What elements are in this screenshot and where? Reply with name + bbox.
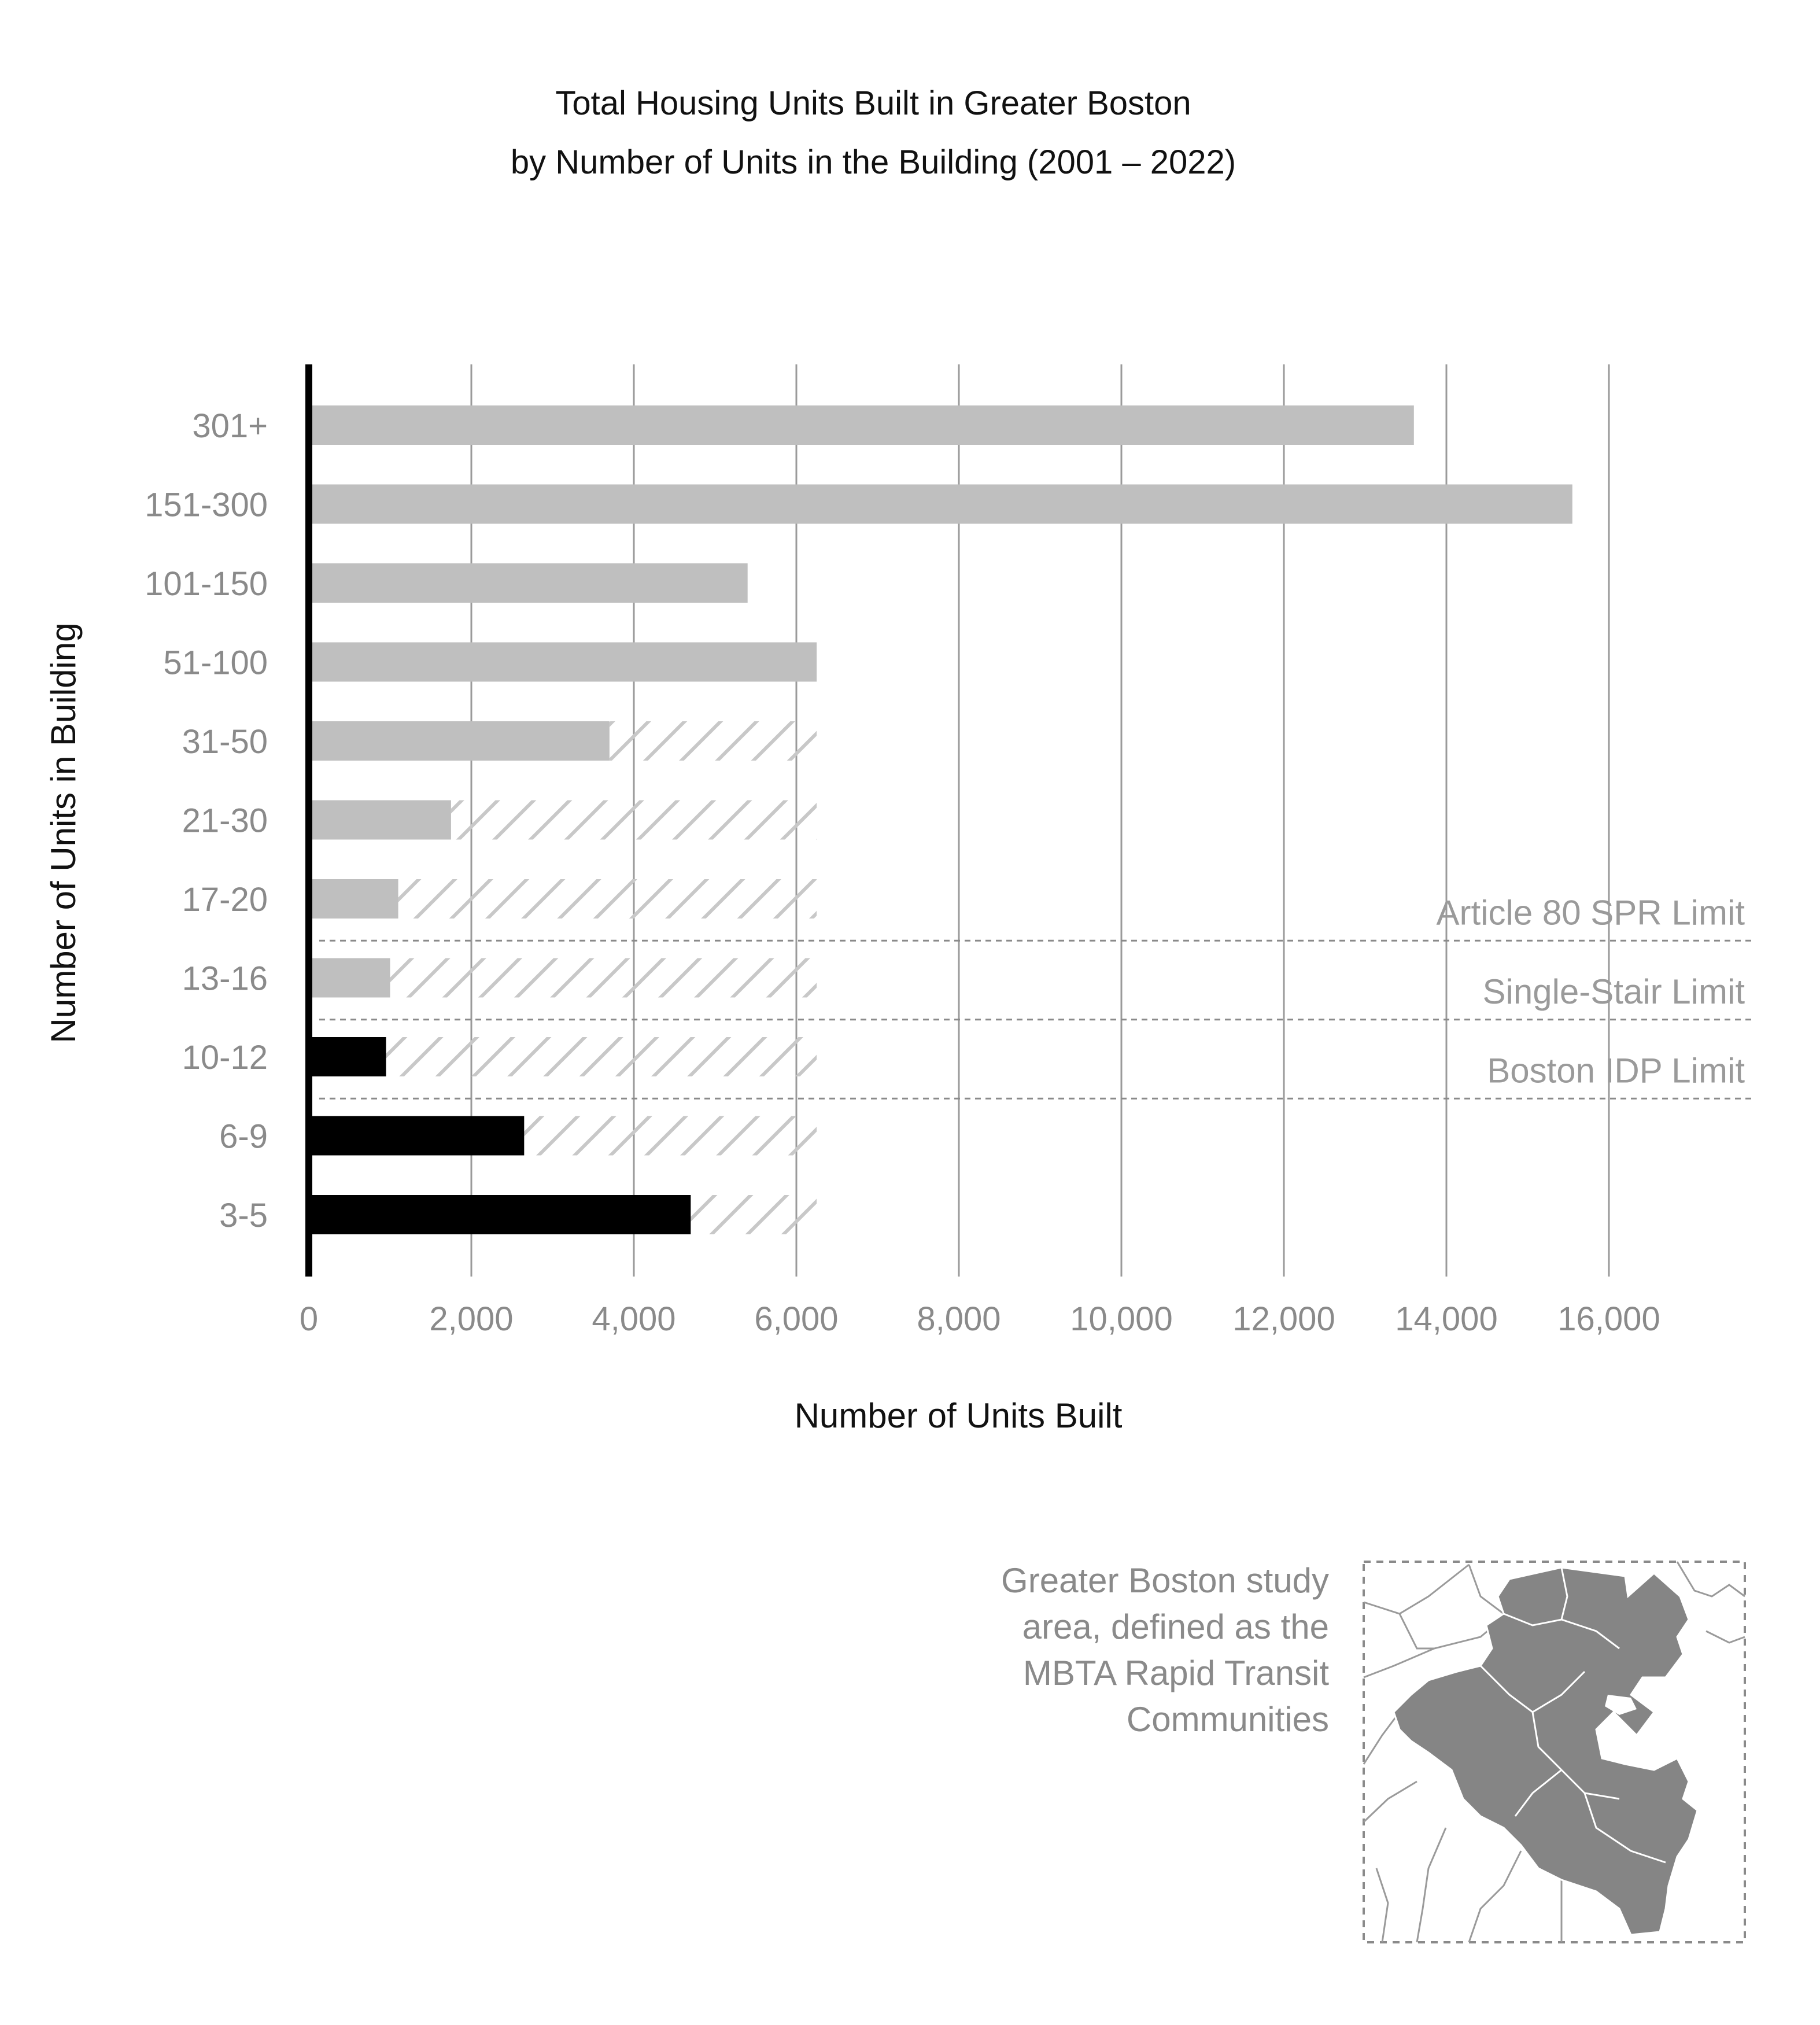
y-tick-label: 21-30 <box>182 802 268 840</box>
hatch-overlay <box>524 1116 817 1156</box>
bar <box>309 405 1414 445</box>
hatch-overlay <box>451 801 817 840</box>
y-tick-label: 151-300 <box>145 486 268 524</box>
y-tick-label: 101-150 <box>145 565 268 603</box>
x-axis-title: Number of Units Built <box>794 1396 1123 1435</box>
map-caption-line-4: Communities <box>1126 1700 1329 1739</box>
chart-title-line-2: by Number of Units in the Building (2001 – 2022) <box>510 143 1236 181</box>
bar <box>309 958 390 998</box>
bar <box>309 563 748 603</box>
bar <box>309 1116 524 1156</box>
x-tick-label: 12,000 <box>1232 1300 1335 1338</box>
limit-label: Article 80 SPR Limit <box>1436 893 1745 932</box>
map-caption-line-3: MBTA Rapid Transit <box>1022 1654 1329 1692</box>
y-axis-title: Number of Units in Building <box>44 622 83 1043</box>
x-tick-label: 4,000 <box>592 1300 676 1338</box>
x-tick-label: 16,000 <box>1557 1300 1660 1338</box>
bar <box>309 1195 691 1234</box>
hatch-overlay <box>691 1195 817 1234</box>
y-tick-label: 3-5 <box>219 1197 268 1234</box>
limit-label: Single-Stair Limit <box>1482 972 1745 1011</box>
study-area-map <box>1364 1562 1745 1942</box>
y-tick-label: 51-100 <box>163 644 268 682</box>
y-tick-labels <box>145 407 268 1234</box>
x-tick-labels <box>300 1300 1660 1338</box>
map-caption-line-1: Greater Boston study <box>1001 1561 1329 1600</box>
x-tick-label: 14,000 <box>1395 1300 1498 1338</box>
x-tick-label: 8,000 <box>917 1300 1001 1338</box>
bar <box>309 801 451 840</box>
study-area-caption <box>1001 1561 1329 1739</box>
y-tick-label: 17-20 <box>182 881 268 919</box>
y-tick-label: 13-16 <box>182 960 268 998</box>
hatch-overlays <box>386 721 817 1234</box>
limit-label: Boston IDP Limit <box>1487 1051 1745 1090</box>
x-tick-label: 0 <box>299 1300 319 1338</box>
hatch-overlay <box>398 879 817 919</box>
map-caption-line-2: area, defined as the <box>1022 1607 1329 1646</box>
hatch-overlay <box>390 958 817 998</box>
bar <box>309 1037 386 1076</box>
x-tick-label: 6,000 <box>754 1300 839 1338</box>
bar <box>309 485 1572 524</box>
y-tick-label: 6-9 <box>219 1117 268 1156</box>
x-tick-label: 10,000 <box>1070 1300 1173 1338</box>
bar <box>309 721 610 761</box>
bar <box>309 643 817 682</box>
x-tick-label: 2,000 <box>429 1300 514 1338</box>
hatch-overlay <box>610 721 817 761</box>
hatch-overlay <box>386 1037 817 1076</box>
chart-title-line-1: Total Housing Units Built in Greater Boston <box>555 84 1191 122</box>
y-tick-label: 31-50 <box>182 723 268 761</box>
y-tick-label: 10-12 <box>182 1039 268 1076</box>
y-tick-label: 301+ <box>192 407 268 445</box>
bar <box>309 879 398 919</box>
